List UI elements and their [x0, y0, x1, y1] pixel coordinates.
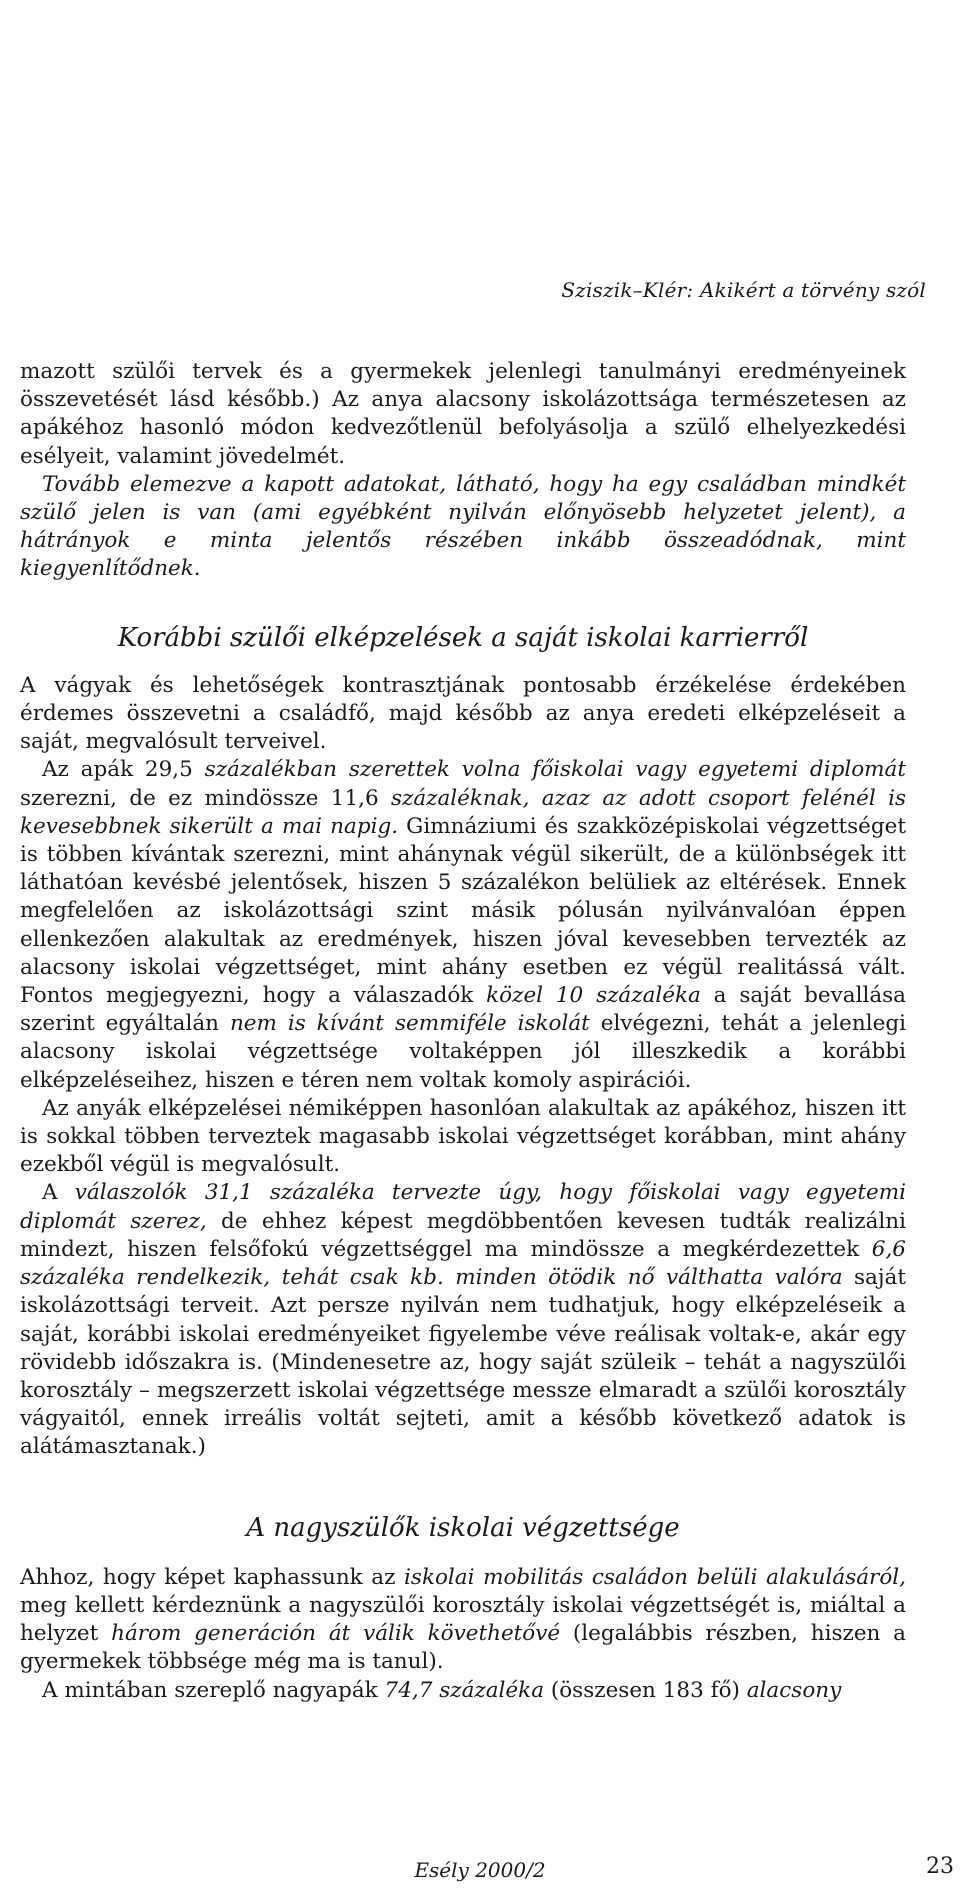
paragraph	[20, 1179, 906, 1461]
paragraph	[20, 756, 906, 1094]
paragraph	[20, 1095, 906, 1180]
text-run: Gimnáziumi és szakközépiskolai végzettséget is többen kívántak szerezni, mint ahánynak végül sikerült, de a különbségek itt láthatóan kevésbé jelentősek, hiszen 5 százalékon belüliek az eltérések. Ennek megfelelően az iskolázottsági szint másik pólusán nyilvánvalóan éppen ellenkezően alakultak az eredmények, hiszen jóval kevesebben tervezték az alacsony iskolai végzettséget, mint ahány esetben ez végül realitássá vált. Fontos megjegyezni, hogy a válaszadók	[20, 813, 906, 1009]
text-run: a saját bevallása szerint egyáltalán	[20, 983, 906, 1037]
running-header: Sziszik–Klér: Akikért a törvény szól	[561, 278, 926, 302]
text-run: meg kellett kérdeznünk a nagyszülői korosztály iskolai végzettségét is, miáltal a helyzet	[20, 1592, 906, 1647]
italic-run: nem is kívánt semmiféle iskolát	[229, 1011, 590, 1037]
italic-run: százalékban szerettek volna főiskolai vagy egyetemi diplomát	[204, 757, 907, 783]
italic-run: iskolai mobilitás családon belüli alakulásáról,	[404, 1564, 906, 1590]
journal-footer: Esély 2000/2	[414, 1858, 546, 1882]
paragraph	[20, 471, 906, 584]
italic-run: közel 10 százaléka	[486, 983, 701, 1009]
paragraph	[20, 1677, 906, 1705]
text-run: szerezni, de ez mindössze 11,6	[20, 785, 391, 811]
text-run: (legalábbis részben, hiszen a gyermekek többsége még ma is tanul).	[20, 1621, 907, 1675]
text-run: saját iskolázottsági terveit. Azt persze nyilván nem tudhatjuk, hogy elképzeléseik a saját, korábbi iskolai eredményeiket figyelembe véve reálisak voltak-e, akár egy rövidebb időszakra is. (Mindenesetre az, hogy saját szüleik – tehát a nagyszülői korosztály – megszerzett iskolai végzettsége messze elmaradt a szülői korosztály vágyaitól, ennek irreális voltát sejteti, amit a később következő adatok is alátámasztanak.)	[20, 1265, 906, 1460]
text-run: mazott szülői tervek és a gyermekek jelenlegi tanulmányi eredményeinek összevetését lásd később.) Az anya alacsony iskolázottsága természetesen az apákéhoz hasonló módon kedvezőtlenül befolyásolja a szülő elhelyezkedési esélyeit, valamint jövedelmét.	[20, 359, 906, 469]
page-number: 23	[926, 1854, 954, 1879]
paragraph	[20, 1564, 906, 1677]
text-run: de ehhez képest megdöbbentően kevesen tudták realizálni mindezt, hiszen felsőfokú végzettséggel ma mindössze a megkérdezettek	[20, 1208, 906, 1262]
text-run: Az anyák elképzelései némiképpen hasonlóan alakultak az apákéhoz, hiszen itt is sokkal többen terveztek magasabb iskolai végzettséget korábban, mint ahány ezekből végül is megvalósult.	[20, 1095, 906, 1178]
italic-run: három generáción át válik követhetővé	[111, 1621, 561, 1647]
text-run: elvégezni, tehát a jelenlegi alacsony iskolai végzettsége voltaképpen jól illeszkedik a korábbi elképzeléseihez, hiszen e téren nem voltak komoly aspirációi.	[20, 1011, 906, 1093]
text-run: Az apák 29,5	[42, 757, 205, 783]
text-run: A	[42, 1180, 75, 1206]
italic-run: válaszolók 31,1 százaléka tervezte úgy, hogy főiskolai vagy egyetemi diplomát szerez,	[20, 1180, 906, 1234]
paragraph	[20, 672, 906, 757]
italic-run: százaléknak, azaz az adott csoport felénél is kevesebbnek sikerült a mai napig.	[20, 785, 906, 839]
text-run: Ahhoz, hogy képet kaphassunk az	[20, 1564, 405, 1590]
italic-run: 74,7 százaléka	[384, 1677, 545, 1703]
italic-run: Tovább elemezve a kapott adatokat, látható, hogy ha egy családban mindkét szülő jelen is van (ami egyébként nyilván előnyösebb helyzetet jelent), a hátrányok e minta jelentős részében inkább összeadódnak, mint kiegyenlítődnek.	[20, 471, 906, 582]
section-heading: Korábbi szülői elképzelések a saját iskolai karrierről	[117, 622, 809, 653]
italic-run: 6,6 százaléka rendelkezik, tehát csak kb. minden ötödik nő válthatta valóra	[20, 1236, 906, 1291]
text-run: A mintában szereplő nagyapák	[42, 1677, 385, 1703]
article-body	[20, 358, 906, 1705]
section-heading: A nagyszülők iskolai végzettsége	[246, 1512, 680, 1543]
text-run: (összesen 183 fő)	[544, 1677, 747, 1703]
paragraph	[20, 358, 906, 471]
italic-run: alacsony	[746, 1677, 842, 1703]
text-run: A vágyak és lehetőségek kontrasztjának pontosabb érzékelése érdekében érdemes összevetni a családfő, majd később az anya eredeti elképzeléseit a saját, megvalósult terveivel.	[20, 672, 906, 755]
